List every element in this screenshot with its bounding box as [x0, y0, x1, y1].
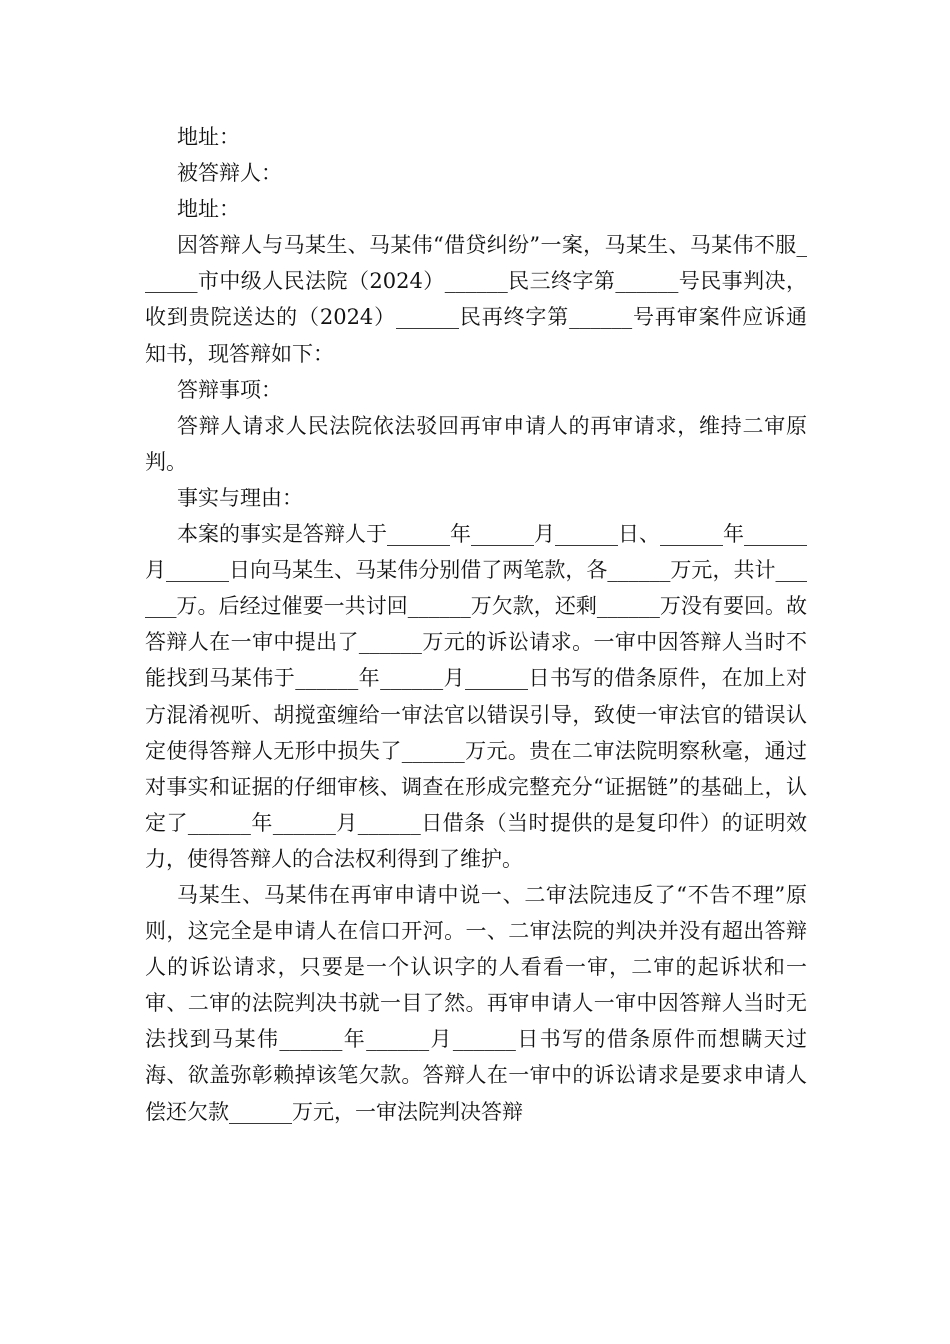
defense-request-paragraph: 答辩人请求人民法院依法驳回再审申请人的再审请求，维持二审原判。: [145, 413, 807, 474]
rebuttal-paragraph: 马某生、马某伟在再审申请中说一、二审法院违反了“不告不理”原则，这完全是申请人在信口开河。一、二审法院的判决并没有超出答辩人的诉讼请求，只要是一个认识字的人看看一审，二审的起诉状和一审、二审的法院判决书就一目了然。再审申请人一审中因答辩人当时无法找到马某伟______年______月______日书写的借条原件而想瞒天过海、欲盖弥彰赖掉该笔欠款。答辩人在一审中的诉讼请求是要求申请人偿还欠款______万元，一审法院判决答辩: [145, 882, 807, 1124]
section-heading-facts-reasons: 事实与理由：: [177, 485, 303, 510]
facts-paragraph: 本案的事实是答辩人于______年______月______日、______年______月______日向马某生、马某伟分别借了两笔款，各______万元，共计______万。后经过催要一共讨回______万欠款，还剩______万没有要回。故答辩人在一审中提出了______万元的诉讼请求。一审中因答辩人当时不能找到马某伟于______年______月______日书写的借条原件，在加上对方混淆视听、胡搅蛮缠给一审法官以错误引导，致使一审法官的错误认定使得答辩人无形中损失了______万元。贵在二审法院明察秋毫，通过对事实和证据的仔细审核、调查在形成完整充分“证据链”的基础上，认定了______年______月______日借条（当时提供的是复印件）的证明效力，使得答辩人的合法权利得到了维护。: [145, 522, 807, 871]
appellee-line: 被答辩人：: [177, 161, 282, 186]
case-intro-paragraph: 因答辩人与马某生、马某伟“借贷纠纷”一案，马某生、马某伟不服______市中级人民法院（2024）______民三终字第______号民事判决，收到贵院送达的（2024）______民再终字第______号再审案件应诉通知书，现答辩如下：: [145, 233, 807, 366]
section-heading-defense-items: 答辩事项：: [177, 377, 282, 402]
address-line-respondent: 地址：: [177, 125, 240, 149]
document-body: [145, 119, 807, 1130]
address-line-appellee: 地址：: [177, 197, 240, 222]
